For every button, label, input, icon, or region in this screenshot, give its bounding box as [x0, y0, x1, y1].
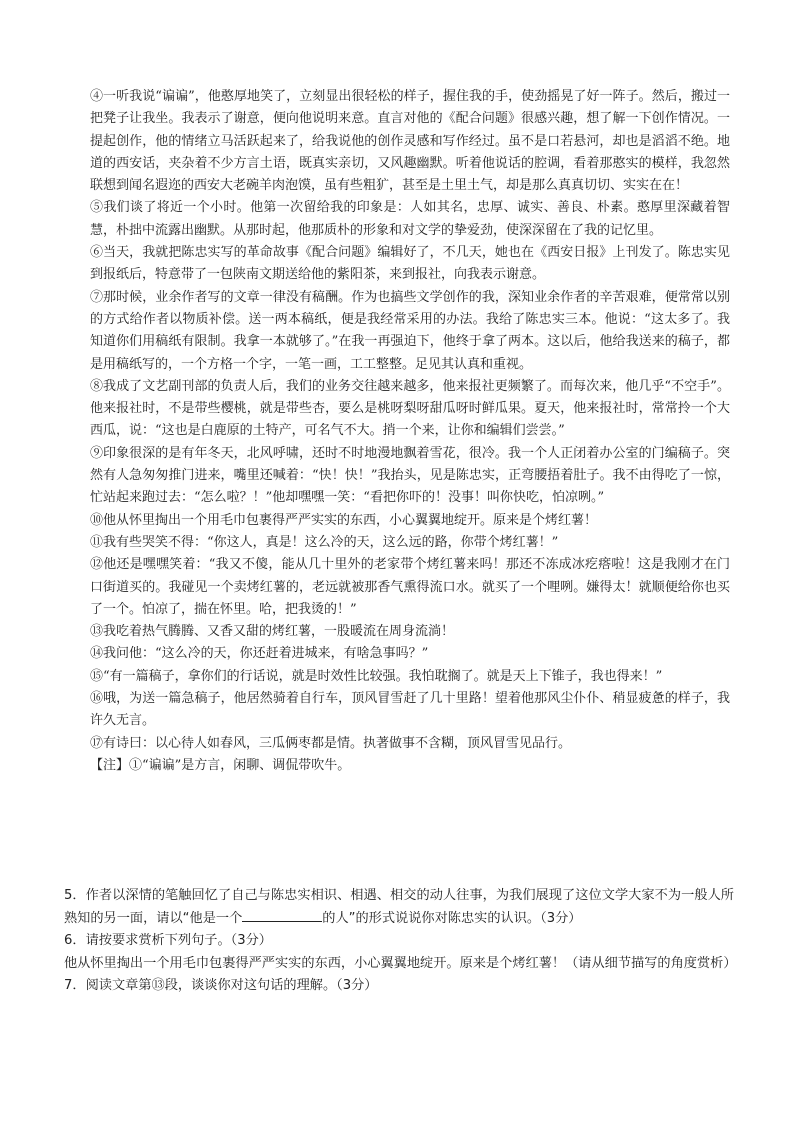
- paragraph-12: ⑫他还是嘿嘿笑着：“我又不傻，能从几十里外的老家带个烤红薯来吗！那还不冻成冰疙瘩啦！这是我刚才在门口街道买的。我碰见一个卖烤红薯的，老远就被那香气熏得流口水。就买了一个哩咧。嫌得太！就顺便给你也买了一个。怕凉了，揣在怀里。哈，把我烫的！”: [90, 557, 730, 617]
- paragraph-15: ⑮“有一篇稿子，拿你们的行话说，就是时效性比较强。我怕耽搁了。就是天上下锥子，我也得来！”: [90, 668, 663, 684]
- question-5-prefix: 5．作者以深情的笔触回忆了自己与陈忠实相识、相遇、相交的动人往事，为我们展现了这位文学大家不为一般人所熟知的另一面，请以“他是一个: [64, 888, 734, 926]
- paragraph-9: ⑨印象很深的是有年冬天，北风呼啸，还时不时地漫地飘着雪花，很冷。我一个人正闭着办公室的门编稿子。突然有人急匆匆推门进来，嘴里还喊着：“快！快！”我抬头，见是陈忠实，正弯腰捂着肚子。我不由得吃了一惊，忙站起来跑过去：“怎么啦？！”他却嘿嘿一笑：“看把你吓的！没事！叫你快吃，怕凉咧。”: [90, 445, 730, 506]
- article-body: [90, 86, 730, 777]
- question-6: 6．请按要求赏析下列句子。（3分）: [64, 933, 272, 948]
- paragraph-16: ⑯哦，为送一篇急稿子，他居然骑着自行车，顶风冒雪赶了几十里路！望着他那风尘仆仆、稍显疲惫的样子，我许久无言。: [90, 691, 730, 729]
- paragraph-6: ⑥当天，我就把陈忠实写的革命故事《配合问题》编辑好了，不几天，她也在《西安日报》上刊发了。陈忠实见到报纸后，特意带了一包陕南文期送给他的紫阳茶，来到报社，向我表示谢意。: [90, 245, 730, 283]
- footnote: 【注】①“谝谝”是方言，闲聊、调侃带吹牛。: [90, 757, 351, 773]
- questions-section: [64, 885, 737, 998]
- paragraph-17: ⑰有诗曰：以心待人如春风，三瓜俩枣都是情。执著做事不含糊，顶风冒雪见品行。: [90, 735, 572, 751]
- question-5: [64, 885, 734, 930]
- question-5-suffix: 的人”的形式说说你对陈忠实的认识。（3分）: [322, 910, 582, 926]
- paragraph-13: ⑬我吃着热气腾腾、又香又甜的烤红薯，一股暖流在周身流淌！: [90, 624, 455, 640]
- question-6-sentence: 他从怀里掏出一个用毛巾包裹得严严实实的东西，小心翼翼地绽开。原来是个烤红薯！（请从细节描写的角度赏析）: [64, 955, 737, 971]
- paragraph-7: ⑦那时候，业余作者写的文章一律没有稿酬。作为也搞些文学创作的我，深知业余作者的辛苦艰难，便常常以别的方式给作者以物质补偿。送一两本稿纸，便是我经常采用的办法。我给了陈忠实三本。他说：“这太多了。我知道你们用稿纸有限制。我拿一本就够了。”在我一再强迫下，他终于拿了两本。这以后，他给我送来的稿子，都是用稿纸写的，一个方格一个字，一笔一画，工工整整。足见其认真和重视。: [90, 289, 730, 372]
- paragraph-5: ⑤我们谈了将近一个小时。他第一次留给我的印象是：人如其名，忠厚、诚实、善良、朴素。憨厚里深藏着智慧，朴拙中流露出幽默。从那时起，他那质朴的形象和对文学的挚爱劲，使深深留在了我的记忆里。: [90, 200, 730, 238]
- answer-blank[interactable]: [242, 909, 322, 922]
- question-7: 7．阅读文章第⑬段，谈谈你对这句话的理解。（3分）: [64, 978, 378, 993]
- paragraph-4: ④一听我说“谝谝”，他憨厚地笑了，立刻显出很轻松的样子，握住我的手，使劲摇晃了好一阵子。然后，搬过一把凳子让我坐。我表示了谢意，便向他说明来意。直言对他的《配合问题》很感兴趣，想了解一下创作情况。一提起创作，他的情绪立马活跃起来了，给我说他的创作灵感和写作经过。虽不是口若悬河，却也是滔滔不绝。地道的西安话，夹杂着不少方言土语，既真实亲切，又风趣幽默。听着他说话的腔调，看着那憨实的模样，我忽然联想到闻名遐迩的西安大老碗羊肉泡馍，虽有些粗犷，甚至是土里土气，却是那么真真切切、实实在在！: [90, 89, 730, 194]
- paragraph-8: ⑧我成了文艺副刊部的负责人后，我们的业务交往越来越多，他来报社更频繁了。而每次来，他几乎“不空手”。他来报社时，不是带些樱桃，就是带些杏，要么是桃呀梨呀甜瓜呀时鲜瓜果。夏天，他来报社时，常常拎一个大西瓜，说：“这也是白鹿原的土特产，可名气不大。捎一个来，让你和编辑们尝尝。”: [90, 378, 730, 439]
- paragraph-14: ⑭我问他：“这么冷的天，你还赶着进城来，有啥急事吗？”: [90, 646, 429, 662]
- paragraph-10: ⑩他从怀里掏出一个用毛巾包裹得严严实实的东西，小心翼翼地绽开。原来是个烤红薯！: [90, 512, 598, 528]
- paragraph-11: ⑪我有些哭笑不得：“你这人，真是！这么冷的天，这么远的路，你带个烤红薯！”: [90, 534, 559, 550]
